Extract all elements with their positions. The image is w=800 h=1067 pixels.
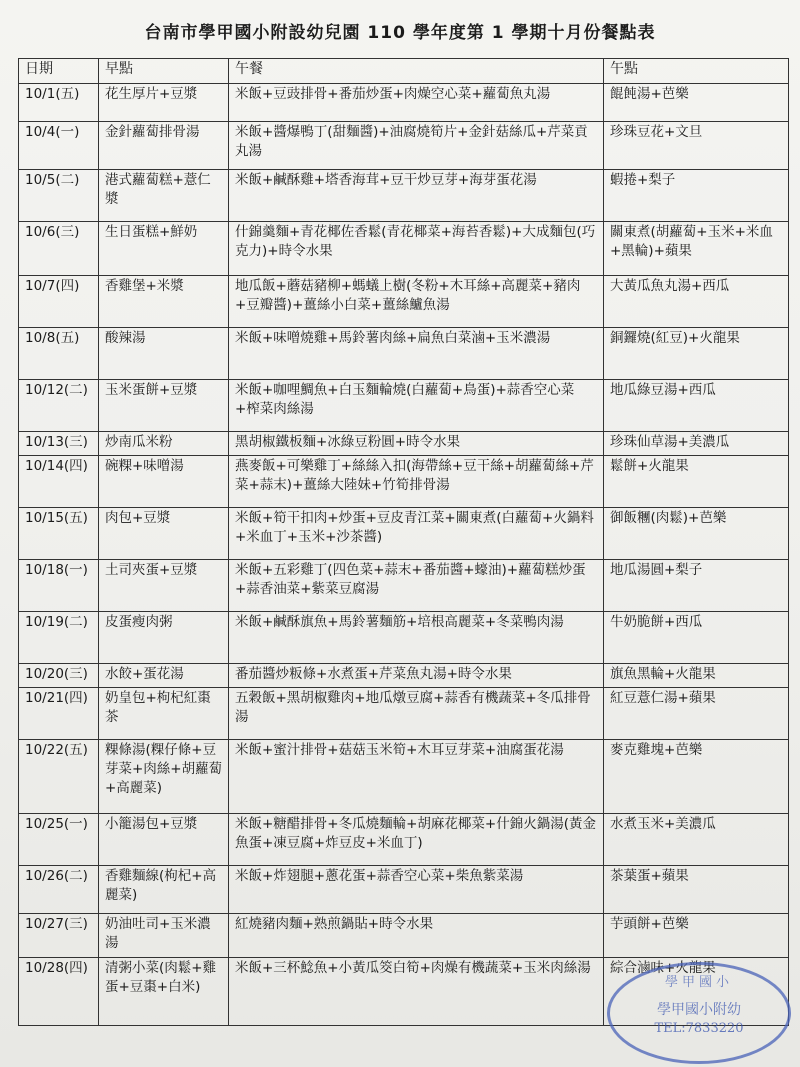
- cell-snack: 鬆餅+火龍果: [604, 456, 789, 508]
- table-row: [19, 866, 789, 914]
- stamp-top-text: 學甲國小: [664, 975, 733, 990]
- page-title: 台南市學甲國小附設幼兒園 110 學年度第 1 學期十月份餐點表: [144, 23, 656, 43]
- cell-date: 10/13(三): [19, 432, 99, 456]
- cell-snack: 地瓜湯圓+梨子: [604, 560, 789, 612]
- table-row: [19, 84, 789, 122]
- header-lunch: 午餐: [229, 59, 604, 84]
- cell-date: 10/20(三): [19, 664, 99, 688]
- cell-snack: 御飯糰(肉鬆)+芭樂: [604, 508, 789, 560]
- cell-date: 10/27(三): [19, 914, 99, 958]
- cell-date: 10/22(五): [19, 740, 99, 814]
- cell-date: 10/4(一): [19, 122, 99, 170]
- header-row: [19, 59, 789, 84]
- cell-date: 10/14(四): [19, 456, 99, 508]
- table-row: [19, 688, 789, 740]
- cell-date: 10/21(四): [19, 688, 99, 740]
- cell-breakfast: 水餃+蛋花湯: [99, 664, 229, 688]
- cell-snack: 蝦捲+梨子: [604, 170, 789, 222]
- cell-lunch: 米飯+咖哩鯛魚+白玉麵輪燒(白蘿蔔+鳥蛋)+蒜香空心菜+榨菜肉絲湯: [229, 380, 604, 432]
- cell-snack: 銅鑼燒(紅豆)+火龍果: [604, 328, 789, 380]
- stamp-tel-text: TEL:7833220: [654, 1021, 744, 1036]
- cell-breakfast: 酸辣湯: [99, 328, 229, 380]
- cell-breakfast: 皮蛋瘦肉粥: [99, 612, 229, 664]
- cell-breakfast: 港式蘿蔔糕+薏仁漿: [99, 170, 229, 222]
- cell-lunch: 五穀飯+黑胡椒雞肉+地瓜燉豆腐+蒜香有機蔬菜+冬瓜排骨湯: [229, 688, 604, 740]
- cell-breakfast: 花生厚片+豆漿: [99, 84, 229, 122]
- header-breakfast: 早點: [99, 59, 229, 84]
- cell-snack: 旗魚黑輪+火龍果: [604, 664, 789, 688]
- cell-date: 10/12(二): [19, 380, 99, 432]
- cell-breakfast: 肉包+豆漿: [99, 508, 229, 560]
- cell-lunch: 燕麥飯+可樂雞丁+絲絲入扣(海帶絲+豆干絲+胡蘿蔔絲+芹菜+蒜末)+薑絲大陸妹+竹筍排骨湯: [229, 456, 604, 508]
- cell-snack: 水煮玉米+美濃瓜: [604, 814, 789, 866]
- table-row: [19, 508, 789, 560]
- cell-lunch: 米飯+豆豉排骨+番茄炒蛋+肉燥空心菜+蘿蔔魚丸湯: [229, 84, 604, 122]
- cell-snack: 珍珠豆花+文旦: [604, 122, 789, 170]
- table-row: [19, 276, 789, 328]
- cell-breakfast: 奶皇包+枸杞紅棗茶: [99, 688, 229, 740]
- cell-breakfast: 小籠湯包+豆漿: [99, 814, 229, 866]
- cell-lunch: 米飯+三杯鯰魚+小黃瓜筊白筍+肉燥有機蔬菜+玉米肉絲湯: [229, 958, 604, 1026]
- cell-breakfast: 清粥小菜(肉鬆+雞蛋+豆棗+白米): [99, 958, 229, 1026]
- meal-table: [18, 58, 789, 1026]
- cell-lunch: 米飯+鹹酥雞+塔香海茸+豆干炒豆芽+海芽蛋花湯: [229, 170, 604, 222]
- cell-date: 10/28(四): [19, 958, 99, 1026]
- cell-date: 10/6(三): [19, 222, 99, 276]
- cell-breakfast: 生日蛋糕+鮮奶: [99, 222, 229, 276]
- cell-date: 10/15(五): [19, 508, 99, 560]
- cell-lunch: 米飯+鹹酥旗魚+馬鈴薯麵筋+培根高麗菜+冬菜鴨肉湯: [229, 612, 604, 664]
- cell-lunch: 黑胡椒鐵板麵+冰綠豆粉圓+時令水果: [229, 432, 604, 456]
- cell-date: 10/5(二): [19, 170, 99, 222]
- cell-snack: 綜合滷味+火龍果: [604, 958, 789, 1026]
- cell-breakfast: 土司夾蛋+豆漿: [99, 560, 229, 612]
- cell-lunch: 什錦羹麵+青花椰佐香鬆(青花椰菜+海苔香鬆)+大成麵包(巧克力)+時令水果: [229, 222, 604, 276]
- cell-breakfast: 金針蘿蔔排骨湯: [99, 122, 229, 170]
- cell-lunch: 紅燒豬肉麵+熟煎鍋貼+時令水果: [229, 914, 604, 958]
- cell-lunch: 米飯+糖醋排骨+冬瓜燒麵輪+胡麻花椰菜+什錦火鍋湯(黃金魚蛋+凍豆腐+炸豆皮+米血丁): [229, 814, 604, 866]
- cell-snack: 牛奶脆餅+西瓜: [604, 612, 789, 664]
- cell-breakfast: 玉米蛋餅+豆漿: [99, 380, 229, 432]
- table-row: [19, 328, 789, 380]
- table-row: [19, 432, 789, 456]
- table-row: [19, 814, 789, 866]
- table-row: [19, 380, 789, 432]
- cell-snack: 地瓜綠豆湯+西瓜: [604, 380, 789, 432]
- table-row: [19, 456, 789, 508]
- cell-snack: 茶葉蛋+蘋果: [604, 866, 789, 914]
- cell-lunch: 米飯+筍干扣肉+炒蛋+豆皮青江菜+關東煮(白蘿蔔+火鍋料+米血丁+玉米+沙茶醬): [229, 508, 604, 560]
- table-row: [19, 122, 789, 170]
- table-row: [19, 170, 789, 222]
- cell-date: 10/7(四): [19, 276, 99, 328]
- table-row: [19, 222, 789, 276]
- cell-date: 10/1(五): [19, 84, 99, 122]
- header-date: 日期: [19, 59, 99, 84]
- cell-lunch: 地瓜飯+蘑菇豬柳+螞蟻上樹(冬粉+木耳絲+高麗菜+豬肉+豆瓣醬)+薑絲小白菜+薑絲鱸魚湯: [229, 276, 604, 328]
- header-snack: 午點: [604, 59, 789, 84]
- cell-date: 10/8(五): [19, 328, 99, 380]
- cell-breakfast: 香雞堡+米漿: [99, 276, 229, 328]
- cell-snack: 大黃瓜魚丸湯+西瓜: [604, 276, 789, 328]
- cell-breakfast: 碗粿+味噌湯: [99, 456, 229, 508]
- cell-date: 10/18(一): [19, 560, 99, 612]
- cell-snack: 芋頭餅+芭樂: [604, 914, 789, 958]
- cell-lunch: 米飯+蜜汁排骨+菇菇玉米筍+木耳豆芽菜+油腐蛋花湯: [229, 740, 604, 814]
- cell-snack: 關東煮(胡蘿蔔+玉米+米血+黑輪)+蘋果: [604, 222, 789, 276]
- cell-lunch: 米飯+醬爆鴨丁(甜麵醬)+油腐燒筍片+金針菇絲瓜+芹菜貢丸湯: [229, 122, 604, 170]
- cell-breakfast: 奶油吐司+玉米濃湯: [99, 914, 229, 958]
- cell-breakfast: 粿條湯(粿仔條+豆芽菜+肉絲+胡蘿蔔+高麗菜): [99, 740, 229, 814]
- cell-lunch: 米飯+五彩雞丁(四色菜+蒜末+番茄醬+蠔油)+蘿蔔糕炒蛋+蒜香油菜+紫菜豆腐湯: [229, 560, 604, 612]
- cell-date: 10/25(一): [19, 814, 99, 866]
- cell-date: 10/26(二): [19, 866, 99, 914]
- school-stamp: [607, 962, 791, 1064]
- cell-snack: 餛飩湯+芭樂: [604, 84, 789, 122]
- cell-snack: 紅豆薏仁湯+蘋果: [604, 688, 789, 740]
- cell-snack: 珍珠仙草湯+美濃瓜: [604, 432, 789, 456]
- cell-lunch: 米飯+味噌燒雞+馬鈴薯肉絲+扁魚白菜滷+玉米濃湯: [229, 328, 604, 380]
- table-row: [19, 560, 789, 612]
- cell-snack: 麥克雞塊+芭樂: [604, 740, 789, 814]
- table-body: [19, 84, 789, 1026]
- cell-lunch: 番茄醬炒粄條+水煮蛋+芹菜魚丸湯+時令水果: [229, 664, 604, 688]
- table-row: [19, 612, 789, 664]
- table-row: [19, 740, 789, 814]
- cell-lunch: 米飯+炸翅腿+蔥花蛋+蒜香空心菜+柴魚紫菜湯: [229, 866, 604, 914]
- table-row: [19, 664, 789, 688]
- table-row: [19, 914, 789, 958]
- cell-breakfast: 炒南瓜米粉: [99, 432, 229, 456]
- cell-breakfast: 香雞麵線(枸杞+高麗菜): [99, 866, 229, 914]
- cell-date: 10/19(二): [19, 612, 99, 664]
- stamp-name-text: 學甲國小附幼: [657, 1002, 741, 1018]
